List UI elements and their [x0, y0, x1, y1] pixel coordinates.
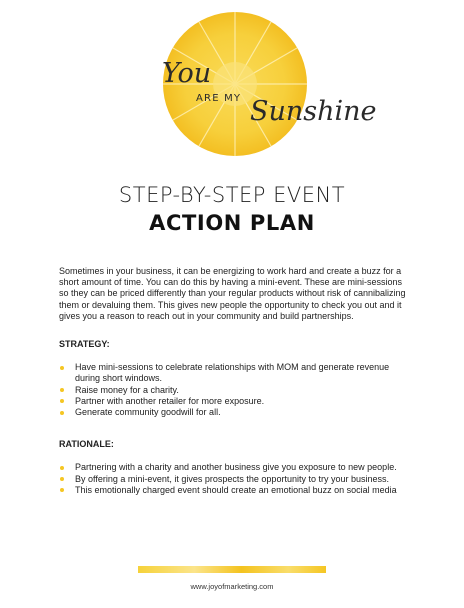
rationale-heading: RATIONALE:	[59, 439, 114, 450]
logo-you-text: You	[162, 58, 212, 89]
title-line-2: ACTION PLAN	[149, 211, 315, 235]
list-item: Raise money for a charity.	[59, 385, 411, 396]
strategy-list	[59, 362, 411, 418]
sunshine-logo	[118, 10, 377, 162]
list-item: Partner with another retailer for more exposure.	[59, 396, 411, 407]
logo-are-my-text: ARE MY	[196, 93, 242, 104]
list-item: Partnering with a charity and another business give you exposure to new people.	[59, 462, 411, 473]
list-item: By offering a mini-event, it gives prospects the opportunity to try your business.	[59, 474, 411, 485]
document-body	[59, 266, 411, 517]
intro-paragraph: Sometimes in your business, it can be energizing to work hard and create a buzz for a short amount of time. You can do this by having a mini-event. These are mini-sessions so they can be priced differently than your regular products without risk of cannibalizing them or devaluing them. This gives new people the opportunity to check you out and it gives you a reason to reach out in your community and build partnerships.	[59, 266, 406, 321]
list-item: Have mini-sessions to celebrate relationships with MOM and generate revenue during short windows.	[59, 362, 411, 384]
list-item: Generate community goodwill for all.	[59, 407, 411, 418]
footer-website-url: www.joyofmarketing.com	[190, 582, 274, 591]
footer-accent-bar	[138, 566, 326, 573]
strategy-heading: STRATEGY:	[59, 339, 110, 350]
title-line-1: STEP-BY-STEP EVENT	[118, 183, 346, 207]
logo-sunshine-text: Sunshine	[250, 96, 377, 127]
rationale-list	[59, 462, 411, 496]
list-item: This emotionally charged event should create an emotional buzz on social media	[59, 485, 411, 496]
